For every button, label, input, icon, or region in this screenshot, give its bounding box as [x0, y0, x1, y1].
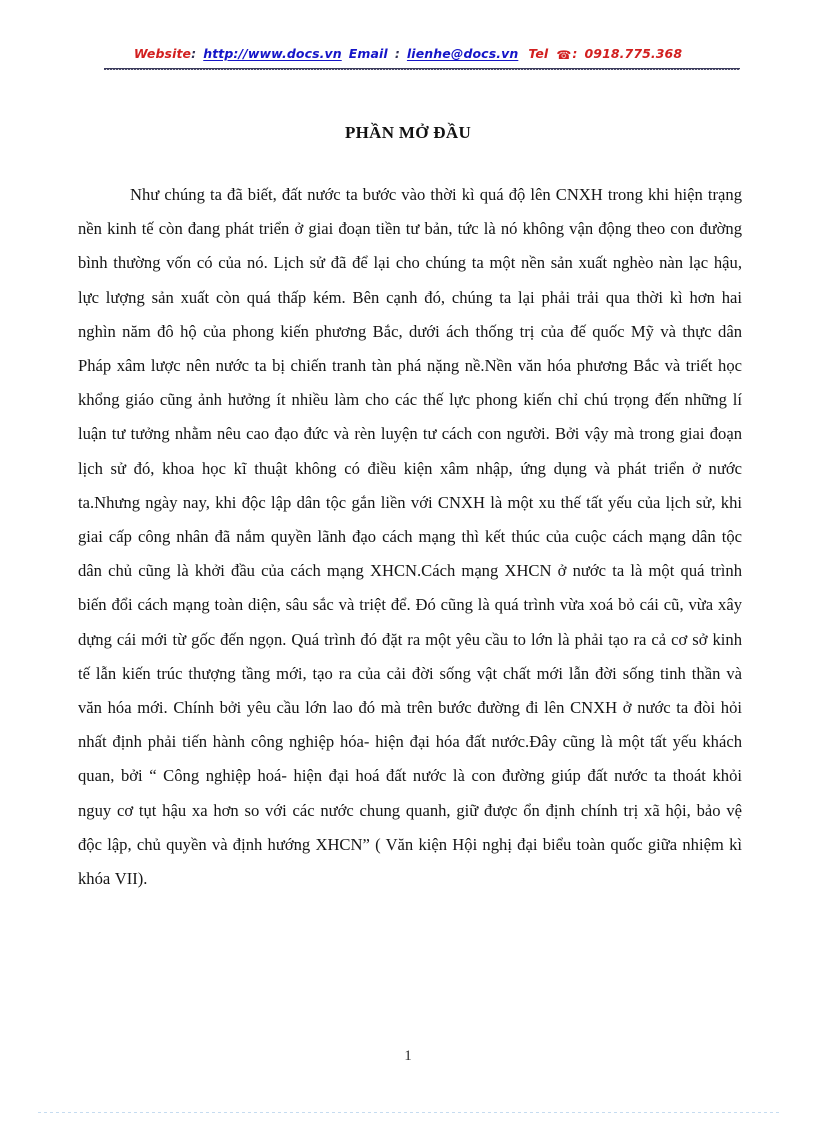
page-title: PHẦN MỞ ĐẦU — [344, 123, 472, 143]
footer-scan-line — [38, 1112, 780, 1113]
website-separator: : — [191, 46, 197, 61]
body-paragraph: Như chúng ta đã biết, đất nước ta bước vào thời kì quá độ lên CNXH trong khi hiện trạng nền kinh tế còn đang phát triển ở giai đoạn tiền tư bản, tức là nó không vận động theo con đường bình thường vốn có của nó. Lịch sử đã để lại cho chúng ta một nền sản xuất nghèo nàn lạc hậu, lực lượng sản xuất còn quá thấp kém. Bên cạnh đó, chúng ta lại phải trải qua thời kì hơn hai nghìn năm đô hộ của phong kiến phương Bắc, dưới ách thống trị của đế quốc Mỹ và thực dân Pháp xâm lược nên nước ta bị chiến tranh tàn phá nặng nề.Nền văn hóa phương Bắc và triết học khổng giáo cũng ảnh hưởng ít nhiều làm cho các thế lực phong kiến chỉ chú trọng đến những lí luận tư tưởng nhằm nêu cao đạo đức và rèn luyện tư cách con người. Bởi vậy mà trong giai đoạn lịch sử đó, khoa học kĩ thuật không có điều kiện xâm nhập, ứng dụng và phát triển ở nước ta.Nhưng ngày nay, khi độc lập dân tộc gắn liền với CNXH là một xu thế tất yếu của lịch sử, khi giai cấp công nhân đã nắm quyền lãnh đạo cách mạng thì kết thúc của cuộc cách mạng dân tộc dân chủ cũng là khởi đầu của cách mạng XHCN.Cách mạng XHCN ở nước ta là một quá trình biến đổi cách mạng toàn diện, sâu sắc và triệt để. Đó cũng là quá trình vừa xoá bỏ cái cũ, vừa xây dựng cái mới từ gốc đến ngọn. Quá trình đó đặt ra một yêu cầu to lớn là phải tạo ra cả cơ sở kinh tế lẫn kiến trúc thượng tầng mới, tạo ra của cải đời sống vật chất mới lẫn đời sống tinh thần và văn hóa mới. Chính bởi yêu cầu lớn lao đó mà trên bước đường đi lên CNXH ở nước ta đòi hỏi nhất định phải tiến hành công nghiệp hóa- hiện đại hóa đất nước.Đây cũng là một tất yếu khách quan, bởi “ Công nghiệp hoá- hiện đại hoá đất nước là con đường giúp đất nước ta thoát khỏi nguy cơ tụt hậu xa hơn so với các nước chung quanh, giữ được ổn định chính trị xã hội, bảo vệ độc lập, chủ quyền và định hướng XHCN” ( Văn kiện Hội nghị đại biểu toàn quốc giữa nhiệm kì khóa VII). — [78, 185, 742, 889]
phone-icon: ☎ — [556, 47, 572, 62]
document-body — [78, 178, 742, 896]
email-separator: : — [394, 46, 400, 61]
website-label: Website — [133, 46, 192, 61]
header-divider — [104, 68, 740, 70]
site-header-banner — [0, 46, 816, 62]
tel-label: Tel — [528, 46, 549, 61]
page-number: 1 — [404, 1048, 412, 1064]
phone-number: 0918.775.368 — [584, 46, 683, 61]
tel-separator: : — [572, 46, 578, 61]
website-url-link[interactable]: http://www.docs.vn — [203, 46, 342, 61]
email-label: Email — [348, 46, 388, 61]
email-address-link[interactable]: lienhe@docs.vn — [406, 46, 519, 61]
